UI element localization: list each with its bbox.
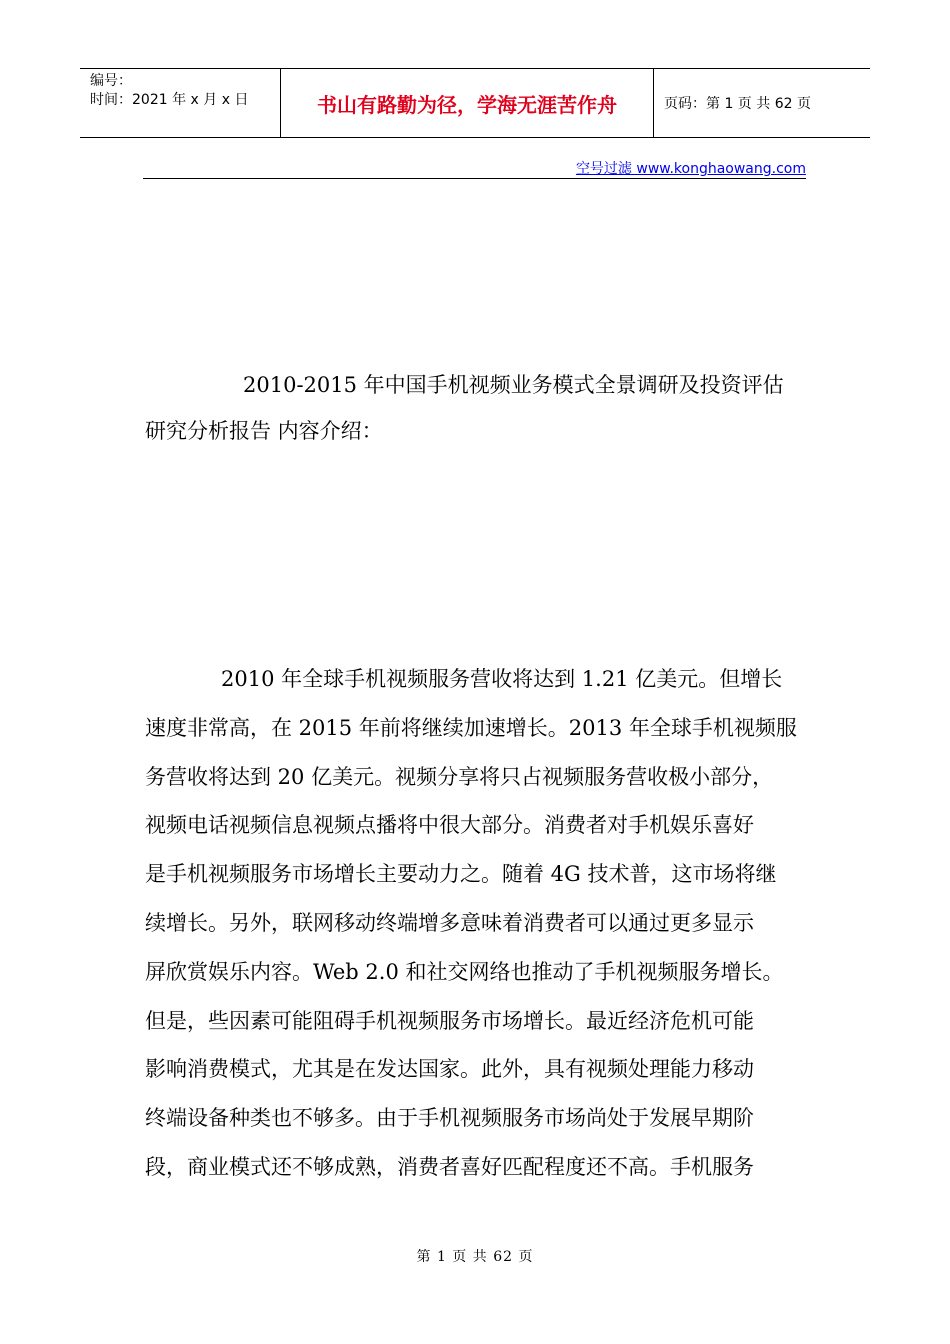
body-line: 视频电话视频信息视频点播将中很大部分。消费者对手机娱乐喜好 bbox=[145, 813, 754, 838]
motto-text: 书山有路勤为径，学海无涯苦作舟 bbox=[317, 92, 617, 117]
document-number-label: 编号： bbox=[90, 73, 132, 89]
report-title bbox=[145, 362, 805, 454]
header-rule bbox=[143, 178, 806, 179]
header-page-cell bbox=[654, 69, 870, 137]
body-line: 但是，些因素可能阻碍手机视频服务市场增长。最近经济危机可能 bbox=[145, 1008, 754, 1033]
body-line: 段，商业模式还不够成熟，消费者喜好匹配程度还不高。手机服务 bbox=[145, 1154, 754, 1179]
title-line-2: 研究分析报告 内容介绍： bbox=[145, 419, 383, 443]
header-motto-cell bbox=[280, 69, 654, 137]
body-line: 速度非常高，在 2015 年前将继续加速增长。2013 年全球手机视频服 bbox=[145, 715, 797, 740]
body-line: 务营收将达到 20 亿美元。视频分享将只占视频服务营收极小部分， bbox=[145, 764, 774, 789]
body-line: 续增长。另外，联网移动终端增多意味着消费者可以通过更多显示 bbox=[145, 910, 754, 935]
header-meta-cell bbox=[80, 69, 280, 137]
title-line-1: 2010-2015 年中国手机视频业务模式全景调研及投资评估 bbox=[243, 373, 784, 397]
body-text bbox=[145, 655, 810, 1192]
site-link[interactable]: 空号过滤 www.konghaowang.com bbox=[575, 161, 806, 177]
document-date: 时间：2021 年 x 月 x 日 bbox=[90, 92, 249, 108]
document-header-table bbox=[80, 68, 870, 138]
body-line: 是手机视频服务市场增长主要动力之。随着 4G 技术普，这市场将继 bbox=[145, 862, 777, 887]
page-footer: 第 1 页 共 62 页 bbox=[416, 1249, 534, 1265]
body-line: 终端设备种类也不够多。由于手机视频服务市场尚处于发展早期阶 bbox=[145, 1106, 754, 1131]
body-line: 2010 年全球手机视频服务营收将达到 1.21 亿美元。但增长 bbox=[221, 667, 783, 691]
page-info: 页码：第 1 页 共 62 页 bbox=[664, 96, 811, 112]
body-line: 屏欣赏娱乐内容。Web 2.0 和社交网络也推动了手机视频服务增长。 bbox=[145, 959, 784, 984]
body-line: 影响消费模式，尤其是在发达国家。此外，具有视频处理能力移动 bbox=[145, 1057, 754, 1082]
